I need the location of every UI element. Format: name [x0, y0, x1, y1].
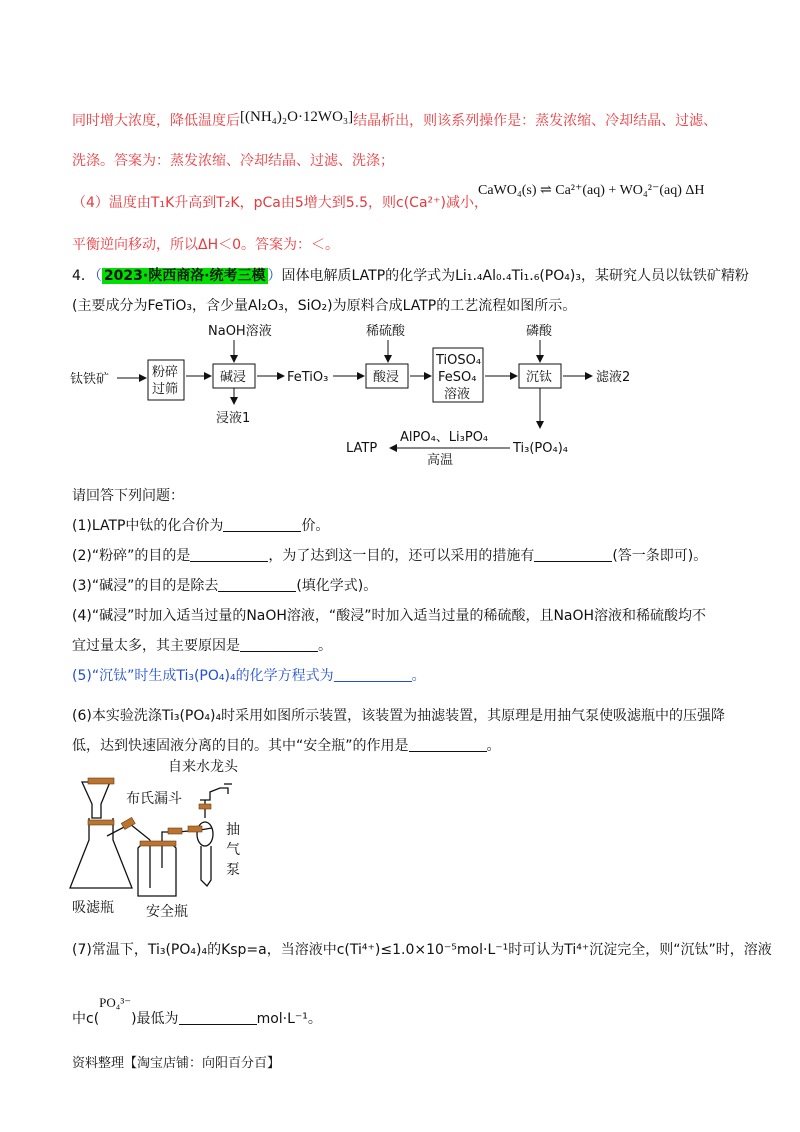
q5: (5)“沉钛”时生成Ti₃(PO₄)₄的化学方程式为 。	[72, 668, 426, 684]
flow-soln-2: FeSO₄	[438, 370, 477, 385]
prompt: 请回答下列问题：	[72, 488, 184, 504]
q4-line1: (4)“碱浸”时加入适当过量的NaOH溶液，“酸浸”时加入适当过量的稀硫酸，且NaOH溶液和稀硫酸均不	[72, 608, 707, 624]
flow-naoh: NaOH溶液	[208, 324, 272, 339]
question-intro-line1: 4．（ 2023·陕西商洛·统考三模 ）固体电解质LATP的化学式为Li₁.₄Al₀.₄Ti₁.₆(PO₄)₃，某研究人员以钛铁矿精粉	[72, 268, 749, 284]
q6-line2: 低，达到快速固液分离的目的。其中“安全瓶”的作用是 。	[72, 738, 501, 754]
suction-filtration-apparatus	[60, 748, 300, 923]
flow-leach1: 浸液1	[216, 411, 251, 426]
label-flask: 吸滤瓶	[72, 900, 114, 916]
flow-soln-1: TiOSO₄	[436, 353, 482, 368]
answer4-line2: 平衡逆向移动，所以ΔH＜0。答案为：＜。	[72, 237, 340, 253]
label-funnel: 布氏漏斗	[126, 791, 182, 807]
label-pump-1: 抽	[226, 822, 240, 838]
process-flowchart	[0, 318, 800, 468]
q6-blank[interactable]	[409, 737, 487, 752]
q2-blank-2[interactable]	[534, 547, 612, 562]
q3-blank[interactable]	[218, 577, 296, 592]
label-tap: 自来水龙头	[168, 759, 238, 775]
nh4-formula: [(NH₄)₂O·12WO₃]	[240, 109, 354, 125]
answer3-line1: 同时增大浓度，降低温度后[(NH₄)₂O·12WO₃]结晶析出，则该系列操作是：蒸发浓缩、冷却结晶、过滤、	[72, 109, 718, 129]
source-tag: 2023·陕西商洛·统考三模	[103, 268, 266, 284]
q4-blank[interactable]	[240, 637, 318, 652]
dissolution-equation: CaWO₄(s) ⇌ Ca²⁺(aq) + WO₄²⁻(aq) ΔH	[478, 183, 705, 198]
label-pump-3: 泵	[226, 862, 240, 878]
flow-acid: 酸浸	[373, 370, 400, 385]
flow-alkali: 碱浸	[220, 370, 247, 385]
q5-blank[interactable]	[334, 667, 412, 682]
flow-crush-2: 过筛	[152, 382, 179, 397]
flow-soln-3: 溶液	[444, 387, 471, 402]
flow-latp: LATP	[346, 441, 378, 456]
flow-reagents: AlPO₄、Li₃PO₄	[400, 430, 489, 445]
answer4-line1: （4）温度由T₁K升高到T₂K，pCa由5增大到5.5，则c(Ca²⁺)减小，	[72, 195, 488, 211]
flow-ti3po4: Ti₃(PO₄)₄	[513, 441, 569, 456]
question-intro-line2: (主要成分为FeTiO₃，含少量Al₂O₃，SiO₂)为原料合成LATP的工艺流程如图所示。	[72, 298, 577, 314]
q7-blank[interactable]	[179, 1010, 257, 1025]
flow-h2so4: 稀硫酸	[366, 324, 406, 339]
q2: (2)“粉碎”的目的是 ，为了达到这一目的，还可以采用的措施有 (答一条即可)。	[72, 548, 708, 564]
flow-high-temp: 高温	[427, 453, 454, 468]
q2-blank-1[interactable]	[190, 547, 268, 562]
po4-ion: PO₄³⁻	[99, 995, 132, 1010]
q3: (3)“碱浸”的目的是除去 (填化学式)。	[72, 578, 378, 594]
q1-blank[interactable]	[223, 517, 301, 532]
q7-line2: 中c(PO₄³⁻)最低为 mol·L⁻¹。	[72, 995, 322, 1027]
flow-filtrate2: 滤液2	[596, 370, 631, 385]
q7-line1: (7)常温下，Ti₃(PO₄)₄的Ksp=a，当溶液中c(Ti⁴⁺)≤1.0×10⁻⁵mol·L⁻¹时可认为Ti⁴⁺沉淀完全，则“沉钛”时，溶液	[72, 942, 772, 958]
flow-raw: 钛铁矿	[70, 372, 110, 387]
q6-line1: (6)本实验洗涤Ti₃(PO₄)₄时采用如图所示装置，该装置为抽滤装置，其原理是用抽气泵使吸滤瓶中的压强降	[72, 708, 726, 724]
q1: (1)LATP中钛的化合价为 价。	[72, 518, 330, 534]
flow-crush-1: 粉碎	[152, 365, 179, 380]
flow-precip: 沉钛	[526, 370, 553, 385]
footer: 资料整理【淘宝店铺：向阳百分百】	[72, 1056, 281, 1071]
answer3-line2: 洗涤。答案为：蒸发浓缩、冷却结晶、过滤、洗涤；	[72, 153, 394, 169]
flow-h3po4: 磷酸	[526, 324, 553, 339]
label-safety: 安全瓶	[146, 904, 188, 920]
flow-fetio3: FeTiO₃	[287, 370, 329, 385]
label-pump-2: 气	[226, 842, 240, 858]
q4-line2: 宜过量太多，其主要原因是 。	[72, 638, 332, 654]
